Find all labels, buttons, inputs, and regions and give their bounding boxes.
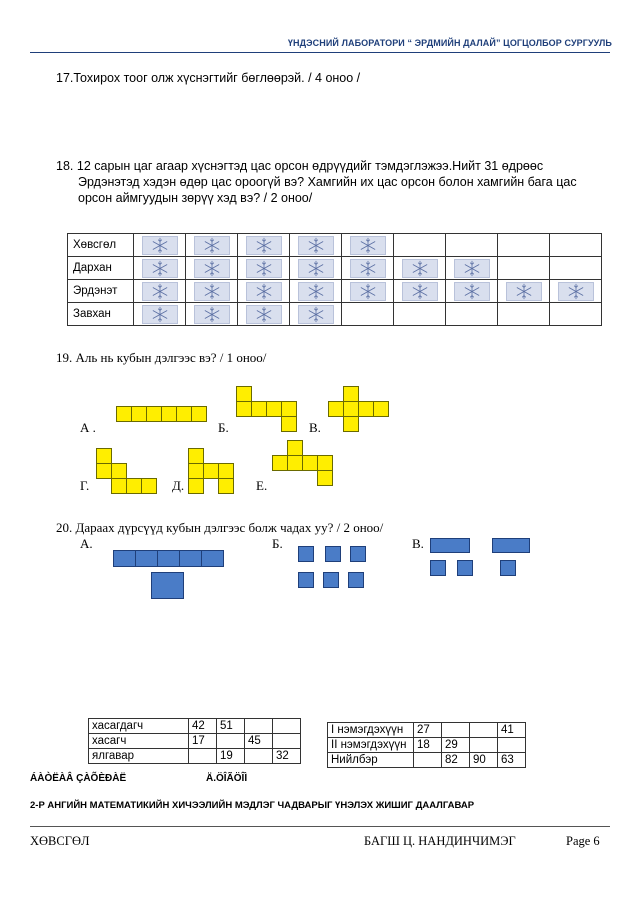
table-cell [414, 753, 442, 768]
table-cell: 42 [189, 719, 217, 734]
shape-square [350, 546, 366, 562]
net-square [141, 478, 157, 494]
snow-cell [342, 234, 394, 257]
snow-cell [498, 257, 550, 280]
snow-cell [238, 234, 290, 257]
province-label: Завхан [68, 303, 134, 326]
net-square [328, 401, 344, 417]
snow-cell [186, 234, 238, 257]
table-cell: 45 [245, 734, 273, 749]
footer-teacher: БАГШ Ц. НАНДИНЧИМЭГ [364, 834, 516, 848]
row-label: Нийлбэр [328, 753, 414, 768]
net-square [358, 401, 374, 417]
snow-cell [186, 280, 238, 303]
net-square [287, 455, 303, 471]
snow-cell [498, 280, 550, 303]
option-v-label: В. [309, 420, 321, 435]
shape-square [157, 550, 180, 567]
snow-cell [446, 303, 498, 326]
shape-square [430, 560, 446, 576]
snow-cell [186, 257, 238, 280]
option-g-label: Г. [80, 478, 90, 493]
option-b-label: Б. [272, 536, 283, 551]
snow-cell [394, 257, 446, 280]
snowflake-icon [246, 236, 282, 255]
snow-cell [342, 303, 394, 326]
garbled-left: ÁÀÒËÀÂ ÇÀÕÈÐÀË [30, 773, 127, 784]
snowflake-icon [298, 305, 334, 324]
table-cell [470, 723, 498, 738]
snowflake-icon [350, 282, 386, 301]
table-cell: 41 [498, 723, 526, 738]
shape-square [298, 546, 314, 562]
table-cell: 82 [442, 753, 470, 768]
table-row [89, 734, 301, 749]
option-d-label: Д. [172, 478, 185, 493]
shape-square [325, 546, 341, 562]
net-square [111, 478, 127, 494]
snow-cell [290, 257, 342, 280]
snowflake-icon [298, 282, 334, 301]
question-20-text: 20. Дараах дүрсүүд кубын дэлгээс болж чадах уу? / 2 оноо/ [56, 520, 384, 535]
row-label: ялгавар [89, 749, 189, 764]
snowflake-icon [506, 282, 542, 301]
snow-cell [394, 303, 446, 326]
question-18-line3: орсон аймгуудын зөрүү хэд вэ? / 2 оноо/ [78, 191, 313, 205]
net-square [343, 416, 359, 432]
shape-square [179, 550, 202, 567]
net-square [281, 416, 297, 432]
shape-square [135, 550, 158, 567]
net-square [266, 401, 282, 417]
table-cell [273, 719, 301, 734]
net-square [236, 401, 252, 417]
net-square [188, 448, 204, 464]
snow-table-row [68, 280, 602, 303]
snowflake-icon [194, 282, 230, 301]
snow-cell [342, 280, 394, 303]
footer-divider [30, 826, 610, 827]
snow-cell [186, 303, 238, 326]
snow-cell [238, 280, 290, 303]
addition-table [327, 722, 526, 768]
row-label: хасагч [89, 734, 189, 749]
subtitle: 2-Р АНГИЙН МАТЕМАТИКИЙН ХИЧЭЭЛИЙН МЭДЛЭГ ЧАДВАРЫГ ҮНЭЛЭХ ЖИШИГ ДААЛГАВАР [30, 800, 475, 811]
footer-left: ХӨВСГӨЛ [30, 834, 90, 848]
table-cell: 90 [470, 753, 498, 768]
snowflake-icon [298, 259, 334, 278]
school-header: ҮНДЭСНИЙ ЛАБОРАТОРИ “ ЭРДМИЙН ДАЛАЙ” ЦОГЦОЛБОР СУРГУУЛЬ [287, 38, 612, 48]
option-b-label: Б. [218, 420, 229, 435]
snow-cell [290, 280, 342, 303]
net-square [236, 386, 252, 402]
table-cell [245, 749, 273, 764]
snowflake-icon [454, 259, 490, 278]
question-17-text: Тохирох тоог олж хүснэгтийг бөглөөрэй. / 4 оноо / [73, 71, 361, 85]
table-cell: 18 [414, 738, 442, 753]
snow-cell [290, 303, 342, 326]
net-square [161, 406, 177, 422]
table-cell [470, 738, 498, 753]
snowflake-icon [194, 305, 230, 324]
net-square [251, 401, 267, 417]
snow-table-row [68, 257, 602, 280]
garbled-right: Ä.ÖÎÃÖÎÌ [206, 773, 248, 784]
table-row [89, 749, 301, 764]
header-divider [30, 52, 610, 53]
snow-table-row [68, 303, 602, 326]
snowflake-icon [350, 259, 386, 278]
option-a-label: А . [80, 420, 96, 435]
table-cell: 19 [217, 749, 245, 764]
table-cell: 63 [498, 753, 526, 768]
snowflake-icon [402, 259, 438, 278]
net-square [317, 470, 333, 486]
snow-table [67, 233, 602, 326]
table-cell [273, 734, 301, 749]
table-cell [189, 749, 217, 764]
net-square [218, 478, 234, 494]
question-18-line1: 12 сарын цаг агаар хүснэгтэд цас орсон өдрүүдийг тэмдэглэжээ.Нийт 31 өдрөөс [76, 159, 544, 173]
table-cell [245, 719, 273, 734]
snowflake-icon [142, 236, 178, 255]
net-square [343, 386, 359, 402]
table-row [328, 723, 526, 738]
snow-cell [550, 303, 602, 326]
net-square [176, 406, 192, 422]
option-v-label: В. [412, 536, 424, 551]
option-e-label: Е. [256, 478, 268, 493]
snow-cell [446, 257, 498, 280]
net-square [373, 401, 389, 417]
table-cell: 29 [442, 738, 470, 753]
snowflake-icon [246, 259, 282, 278]
net-square [116, 406, 132, 422]
table-cell [217, 734, 245, 749]
table-cell [442, 723, 470, 738]
question-17-number: 17. [56, 71, 74, 85]
net-square [146, 406, 162, 422]
net-square [131, 406, 147, 422]
shape-square [430, 538, 470, 553]
table-row [328, 753, 526, 768]
snow-cell [238, 257, 290, 280]
net-square [287, 440, 303, 456]
shape-square [298, 572, 314, 588]
table-cell: 17 [189, 734, 217, 749]
table-cell [498, 738, 526, 753]
shape-square [492, 538, 530, 553]
snow-cell [290, 234, 342, 257]
snow-table-row [68, 234, 602, 257]
net-square [317, 455, 333, 471]
snowflake-icon [246, 282, 282, 301]
question-18 [56, 158, 616, 206]
shape-square [457, 560, 473, 576]
snowflake-icon [558, 282, 594, 301]
snow-cell [134, 280, 186, 303]
row-label: II нэмэгдэхүүн [328, 738, 414, 753]
snow-cell [446, 234, 498, 257]
net-square [191, 406, 207, 422]
net-square [302, 455, 318, 471]
snow-cell [550, 234, 602, 257]
province-label: Эрдэнэт [68, 280, 134, 303]
snow-cell [446, 280, 498, 303]
net-square [126, 478, 142, 494]
net-square [96, 448, 112, 464]
net-square [218, 463, 234, 479]
province-label: Хөвсгөл [68, 234, 134, 257]
option-a-label: А. [80, 536, 93, 551]
snowflake-icon [454, 282, 490, 301]
snow-cell [134, 257, 186, 280]
snowflake-icon [142, 305, 178, 324]
snow-cell [498, 234, 550, 257]
snowflake-icon [246, 305, 282, 324]
question-18-number: 18. [56, 159, 74, 173]
snowflake-icon [194, 259, 230, 278]
snow-cell [498, 303, 550, 326]
subtraction-table [88, 718, 301, 764]
snow-cell [394, 280, 446, 303]
table-cell: 27 [414, 723, 442, 738]
net-square [111, 463, 127, 479]
shape-square [113, 550, 136, 567]
shape-square [500, 560, 516, 576]
table-cell: 32 [273, 749, 301, 764]
net-square [343, 401, 359, 417]
snow-cell [238, 303, 290, 326]
snowflake-icon [402, 282, 438, 301]
snow-cell [550, 280, 602, 303]
net-square [188, 463, 204, 479]
question-18-line2: Эрдэнэтэд хэдэн өдөр цас ороогүй вэ? Хамгийн их цас орсон болон хамгийн бага цас [78, 175, 577, 189]
net-square [188, 478, 204, 494]
snow-cell [134, 234, 186, 257]
snowflake-icon [298, 236, 334, 255]
table-row [328, 738, 526, 753]
table-row [89, 719, 301, 734]
net-square [272, 455, 288, 471]
row-label: хасагдагч [89, 719, 189, 734]
snow-cell [342, 257, 394, 280]
snow-cell [134, 303, 186, 326]
snowflake-icon [350, 236, 386, 255]
row-label: I нэмэгдэхүүн [328, 723, 414, 738]
shape-square [201, 550, 224, 567]
net-square [281, 401, 297, 417]
snowflake-icon [142, 259, 178, 278]
net-square [96, 463, 112, 479]
question-19-text: 19. Аль нь кубын дэлгээс вэ? / 1 оноо/ [56, 350, 267, 365]
question-17 [56, 70, 360, 86]
shape-square [323, 572, 339, 588]
snowflake-icon [194, 236, 230, 255]
net-square [203, 463, 219, 479]
shape-square [151, 572, 184, 599]
snow-cell [550, 257, 602, 280]
table-cell: 51 [217, 719, 245, 734]
province-label: Дархан [68, 257, 134, 280]
page-number: Page 6 [566, 834, 600, 848]
snow-cell [394, 234, 446, 257]
snowflake-icon [142, 282, 178, 301]
shape-square [348, 572, 364, 588]
